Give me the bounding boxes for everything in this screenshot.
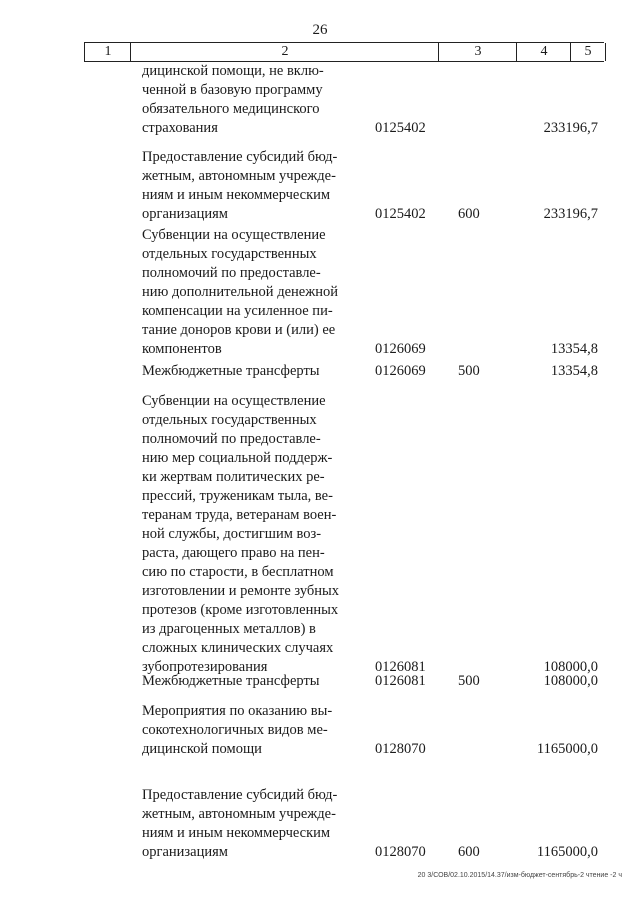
description-line: зубопротезирования <box>142 659 268 675</box>
description-line: теранам труда, ветеранам воен- <box>142 507 337 523</box>
description-line: нию мер социальной поддерж- <box>142 450 333 466</box>
description-line: полномочий по предоставле- <box>142 265 321 281</box>
description-line: ченной в базовую программу <box>142 82 323 98</box>
description-line: сию по старости, в бесплатном <box>142 564 334 580</box>
description-line: страхования <box>142 120 218 136</box>
description-line: жетным, автономным учрежде- <box>142 168 336 184</box>
description-line: протезов (кроме изготовленных <box>142 602 339 618</box>
description-line: изготовлении и ремонте зубных <box>142 583 340 599</box>
row-code: 0126081 <box>375 659 426 675</box>
row-amount: 1165000,0 <box>536 741 598 757</box>
row-code: 0126081 <box>375 673 426 689</box>
description-line: сложных клинических случаях <box>142 640 334 656</box>
description-line: из драгоценных металлов) в <box>142 621 316 637</box>
row-code: 0126069 <box>375 341 426 357</box>
header-col-1: 1 <box>84 43 131 61</box>
header-col-5: 5 <box>570 43 606 61</box>
description-line: организациям <box>142 206 228 222</box>
row-description <box>142 672 348 691</box>
row-amount: 13354,8 <box>550 363 598 379</box>
row-code: 0128070 <box>375 741 426 757</box>
row-expense-type: 600 <box>458 206 480 222</box>
description-line: ной службы, достигшим воз- <box>142 526 322 542</box>
row-description <box>142 392 348 677</box>
description-line: Предоставление субсидий бюд- <box>142 787 338 803</box>
description-line: прессий, труженикам тыла, ве- <box>142 488 333 504</box>
description-line: Субвенции на осуществление <box>142 227 326 243</box>
description-line: Предоставление субсидий бюд- <box>142 149 338 165</box>
row-expense-type: 600 <box>458 844 480 860</box>
footer-file-stamp: 20 3/СОВ/02.10.2015/14.37/изм-бюджет-сентябрь-2 чтение -2 ч <box>417 872 622 879</box>
row-description <box>142 62 348 138</box>
row-amount: 108000,0 <box>543 673 598 689</box>
description-line: Межбюджетные трансферты <box>142 363 320 379</box>
row-description <box>142 362 348 381</box>
description-line: отдельных государственных <box>142 246 317 262</box>
row-expense-type: 500 <box>458 673 480 689</box>
row-code: 0125402 <box>375 206 426 222</box>
row-description <box>142 786 348 862</box>
description-line: Межбюджетные трансферты <box>142 673 320 689</box>
page-number: 26 <box>312 22 328 38</box>
row-description <box>142 148 348 224</box>
description-line: полномочий по предоставле- <box>142 431 321 447</box>
row-amount: 233196,7 <box>543 206 598 222</box>
description-line: компенсации на усиленное пи- <box>142 303 333 319</box>
row-code: 0126069 <box>375 363 426 379</box>
row-amount: 233196,7 <box>543 120 598 136</box>
description-line: компонентов <box>142 341 222 357</box>
description-line: дицинской помощи, не вклю- <box>142 63 324 79</box>
header-col-3: 3 <box>438 43 517 61</box>
header-col-4: 4 <box>516 43 571 61</box>
description-line: обязательного медицинского <box>142 101 320 117</box>
row-description <box>142 226 348 359</box>
description-line: дицинской помощи <box>142 741 262 757</box>
row-code: 0125402 <box>375 120 426 136</box>
row-code: 0128070 <box>375 844 426 860</box>
row-expense-type: 500 <box>458 363 480 379</box>
description-line: ки жертвам политических ре- <box>142 469 325 485</box>
header-col-2: 2 <box>130 43 439 61</box>
description-line: раста, дающего право на пен- <box>142 545 325 561</box>
description-line: жетным, автономным учрежде- <box>142 806 336 822</box>
description-line: нию дополнительной денежной <box>142 284 338 300</box>
description-line: ниям и иным некоммерческим <box>142 187 331 203</box>
description-line: Субвенции на осуществление <box>142 393 326 409</box>
description-line: ниям и иным некоммерческим <box>142 825 331 841</box>
row-amount: 13354,8 <box>550 341 598 357</box>
description-line: Мероприятия по оказанию вы- <box>142 703 333 719</box>
description-line: тание доноров крови и (или) ее <box>142 322 336 338</box>
description-line: отдельных государственных <box>142 412 317 428</box>
description-line: организациям <box>142 844 228 860</box>
row-description <box>142 702 348 759</box>
row-amount: 1165000,0 <box>536 844 598 860</box>
row-amount: 108000,0 <box>543 659 598 675</box>
description-line: сокотехнологичных видов ме- <box>142 722 328 738</box>
table-header <box>84 42 604 62</box>
